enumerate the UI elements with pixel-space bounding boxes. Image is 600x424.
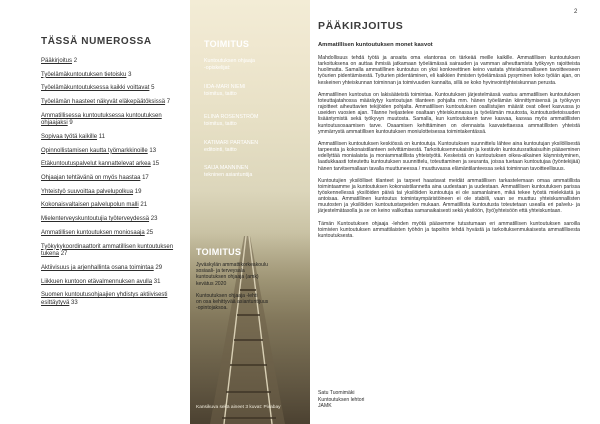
staff-name: SAIJA MANNINEN <box>204 165 249 171</box>
staff-intro-line: Kuntoutuksen ohjaaja <box>204 58 255 64</box>
staff-member <box>204 114 300 128</box>
staff-name: ELINA ROSENSTRÖM <box>204 114 259 120</box>
toc-item[interactable] <box>41 58 179 66</box>
toc-item-page: 3 <box>128 71 132 78</box>
toc-item-page: 13 <box>149 147 157 154</box>
staff-title: TOIMITUS <box>204 39 250 49</box>
toc-list <box>41 58 179 307</box>
table-of-contents <box>41 36 179 313</box>
toc-item-page: 5 <box>151 85 155 92</box>
toc-item-title[interactable]: Ohjaajan tehtävänä on myös haastaa <box>41 175 141 182</box>
toc-item-page: 23 <box>150 216 158 223</box>
toc-item-page: 25 <box>146 229 154 236</box>
toc-item-page: 2 <box>73 58 78 64</box>
toc-item[interactable] <box>41 134 179 142</box>
staff-role: tekninen asiantuntija <box>204 171 253 178</box>
toc-item-page: 19 <box>134 188 142 195</box>
publisher-org-line: kevätus 2020 <box>196 280 227 287</box>
toc-item-title[interactable]: Liikkuen kuntoon etävalmennuksen avulla <box>41 278 153 285</box>
toc-item-title[interactable]: Työelämäkuntoutuksen tietoisku <box>41 71 127 78</box>
toc-item-title[interactable]: Yhteistyö suuvoittaa palvelupolkua <box>41 188 134 195</box>
toc-item-title[interactable]: Ammatillisessa kuntoutuksessa kuntoutuksen ohjaajaksi <box>41 112 162 127</box>
publisher-desc <box>196 293 300 312</box>
publisher-org-line: sosiaali- ja terveysala <box>196 268 245 275</box>
toc-item[interactable] <box>41 265 179 273</box>
cover-photo-strip <box>190 0 310 424</box>
page-number: 2 <box>574 9 578 15</box>
toc-item-title[interactable]: Mielenterveyskuntoutujia työterveydessä <box>41 216 150 223</box>
toc-item[interactable] <box>41 148 179 156</box>
toc-item[interactable] <box>41 216 179 224</box>
toc-item-title[interactable]: Etäkuntoutuspalvelut kannattelevat arkea <box>41 161 151 168</box>
toc-item-title[interactable]: Työkykykoordinaattorit ammatillisen kuntoutuksen tukena <box>41 243 174 258</box>
toc-item-title[interactable]: Ammatillisen kuntoutuksen moniosaaja <box>41 229 145 236</box>
toc-item-page: 7 <box>166 99 171 106</box>
toc-item-page: 31 <box>153 278 161 285</box>
toc-item[interactable] <box>41 99 179 107</box>
staff-role: toimitus, taitto <box>204 120 237 127</box>
toc-item-page: 29 <box>155 264 163 271</box>
toc-item-page: 21 <box>140 202 148 209</box>
toc-item[interactable] <box>41 85 179 93</box>
publisher-title: TOIMITUS <box>196 247 242 257</box>
editorial-paragraph: Tämän Kuntoutuksen ohjaaja -lehden myötä pääsemme tutustumaan eri ammatillisen kuntoutuksen saroilla toimivien kuntoutuksen ammattilaisten työhön ja tapoihin tehdä hyvästä ja tarkoituksenmukaisesta ammatillisesta kuntoutuksesta. <box>318 220 580 239</box>
publisher-org <box>196 262 300 287</box>
toc-item[interactable] <box>41 161 179 169</box>
editorial-paragraph: Kuntoutujien yksilölliset tilanteet ja tarpeet haastavat meidät ammatillisen tarkastelemaan omaa ammatillista toimintaamme ja kuntoutuksen kokonaistilannetta aina uudestaan ja uudestaan. Ammatillisen kuntoutuksen parissa työskennellessä yksilöiden päivä tai yksilöiden kuntoutuja ei ole samanlainen, mikä tekee työstä mielekästä ja antoisaa. Ammatillinen kuntoutus toimintaympäristöineen ei ole stabiili, vaan se muuttuu yhteiskunnallisten muutosten ja yksilöiden kuntoutustarpeiden mukaan. Ammatillista kuntoutusta toteutetaan usealla eri palvelu- ja järjestelmätasolla ja se on keino valikuttaa samanaikaisesti sekä yksilöön, (työ)yhteisöön että yhteiskuntaan. <box>318 177 580 215</box>
toc-item-title[interactable]: Pääkirjoitus <box>41 58 73 64</box>
toc-item-page: 15 <box>152 161 160 168</box>
staff-name: KATIMARI PARTANEN <box>204 140 259 146</box>
staff-name: IIDA-MARI NIEMI <box>204 84 246 90</box>
toc-item-page: 33 <box>71 299 78 306</box>
staff-intro <box>204 58 300 72</box>
publisher-desc-line: on osa kehittyvää asiantuntijuus <box>196 299 269 306</box>
editorial-body <box>318 55 580 245</box>
editorial-subheading: Ammatillisen kuntoutuksen monet kasvot <box>318 42 433 48</box>
toc-item-page: 17 <box>142 175 149 182</box>
signature-name: Satu Tuomimäki <box>318 390 355 396</box>
staff-member <box>204 140 300 154</box>
toc-item[interactable] <box>41 244 179 259</box>
toc-item[interactable] <box>41 279 179 287</box>
toc-item-title[interactable]: Työelämän haasteet näkyvät eläkepäätöksissä <box>41 99 166 106</box>
toc-item-page: 9 <box>69 120 73 127</box>
publisher-org-line: kuntoutuksen ohjaaja (amk) <box>196 274 259 281</box>
editorial-paragraph: Ammatillisen kuntoutuksen keskiössä on kuntoutuja. Kuntoutuksen suunnittelu lähtee aina kuntoutujan yksilöllisestä tarpeesta ja kokonaistilanteen selvittämisestä. Tarkoituksenmukaisiin ja kestäviin kuntoutusratkaisuihin pääseminen edellyttää monialaista ja moniammatillista yhteistyötä. Keskeistä on kuntoutuksen oikea-aikainen käynnistyminen, laadukkaasti toteutettu kuntoutuksen suunnittelu, toteuttaminen ja seuranta, joissa tuetaan kuntoutujaa (työntekijää) hänen tarvitsemallaan tavalla muuttuneessa / muuttuvassa elämäntilanteessa sekä toiminnan tavoitteellisuus. <box>318 140 580 172</box>
toc-title: TÄSSÄ NUMEROSSA <box>41 36 152 47</box>
toc-item[interactable] <box>41 175 179 183</box>
staff-role: editointi, taitto <box>204 146 237 153</box>
toc-item[interactable] <box>41 72 179 80</box>
publisher-org-line: Jyväskylän ammattikorkeakoulu <box>196 262 268 268</box>
publisher-desc-line: Kuntoutuksen ohjaaja -lehti <box>196 293 258 299</box>
staff-member <box>204 165 300 179</box>
toc-item[interactable] <box>41 113 179 128</box>
editorial-signature <box>318 390 364 410</box>
toc-item-title[interactable]: Työelämäkuntoutuksessa kaikki voittavat <box>41 85 150 92</box>
toc-item[interactable] <box>41 189 179 197</box>
cover-credit: Kansikuva sekä aineet 3 kuvat: Pixabay <box>196 405 281 410</box>
editorial-heading: PÄÄKIRJOITUS <box>318 20 404 32</box>
toc-item-title[interactable]: Kokonaisvaltaisen palvelupolun malli <box>41 202 139 209</box>
toc-item[interactable] <box>41 230 179 238</box>
toc-item-page: 11 <box>98 134 105 141</box>
toc-item[interactable] <box>41 202 179 210</box>
staff-member <box>204 84 300 98</box>
toc-item-title[interactable]: Aktiivisuus ja arjenhallinta osana toimintaa <box>41 264 154 271</box>
toc-item-title[interactable]: Sopivaa työtä kaikille <box>41 134 98 141</box>
staff-role: toimitus, taitto <box>204 90 237 97</box>
toc-item-page: 27 <box>60 251 68 258</box>
editorial-paragraph: Mahdollisuus tehdä työtä ja ansaita oma elantonsa on tärkeää meille kaikille. Ammatillisen kuntoutuksen tarkoituksena on auttaa ihmisiä jatkamaan työelämässä sairauden ja vamman aiheuttamista työkyvyn rajoitteista huolimatta. Samalla ammatillinen kuntoutus on yksi konkreettinen keino vastata yhteiskunnalliseen tavoitteeseen työurien pidentämisestä. Työurien pidentäminen, eli kaikkien ihmisten työelämässä pysyminen koko työiän ajan, on keskeinen yhteiskunnan toiminnan ja toimivuuden kannalta, sillä se koko hyvinvointiyhteiskunnan perusta. <box>318 55 580 86</box>
signature-org: JAMK <box>318 403 332 410</box>
editorial-paragraph: Ammatillinen kuntoutus on lakisääteistä toimintaa. Kuntoutuksen järjestelmässä vastuu ammatillisen kuntoutuksen toteuttajatahossa määräytyy kuntoutujan tilanteen pohjalta mm. hänen työelämän kiinnittymisensä ja työkyvyn rajoitteet aiheuttavien tekijöiden pohjalta. Ammatillisen kuntoutuksen osallistujien määrät ovat olleet kasvussa jo useiden vuosien ajan. Tilanne heijastelee osaltaan yhteiskunnassa ja työelämän muutosta, kuntoutustietoisuuden lisääntymistä sekä työkyvyn muutosta. Samalla, kun kuntoutuksen tarve kasvaa, kasvaa myös ammatillisten kuntoutusosaamisen tarve. Osaamisen kehittäminen on olennaista kasvatettaessa ammatillisten yhteistä ymmärrystä ammatillisen kuntoutuksen moniulotteisessa toimintakentässä. <box>318 91 580 135</box>
publisher-desc-line: -opintojaksoa. <box>196 305 228 312</box>
signature-title: Kuntoutuksen lehtori <box>318 396 365 403</box>
toc-item-title[interactable]: Opinnollistamisen kautta työmarkkinoille <box>41 147 148 154</box>
toc-item-title[interactable]: Suomen kuntoutusohjaajien yhdistys aktiivisesti esittäytyvä <box>41 292 168 306</box>
staff-intro-line: -opiskelijat: <box>204 64 231 71</box>
toc-item[interactable] <box>41 292 179 307</box>
